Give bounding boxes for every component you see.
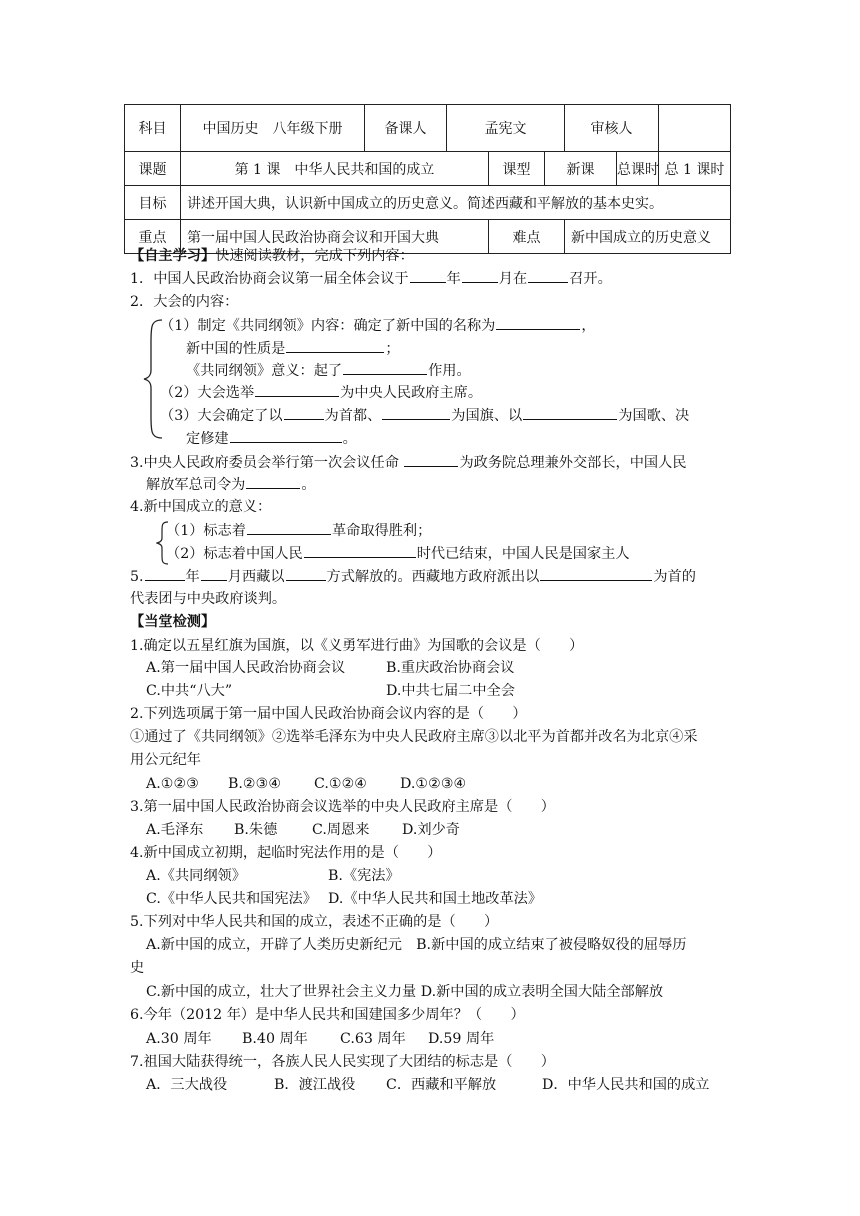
subject-label: 科目 xyxy=(125,105,181,152)
self-study-heading: 【自主学习】快速阅读教材，完成下列内容： xyxy=(130,248,414,264)
fill-in-blank[interactable] xyxy=(523,405,617,420)
question-2-3a: （3）大会确定了以 为首都、 为国旗、以 为国歌、决 xyxy=(160,405,770,426)
fill-in-blank[interactable] xyxy=(255,382,339,397)
difficult-value: 新中国成立的历史意义 xyxy=(565,220,731,254)
test-heading: 【当堂检测】 xyxy=(130,614,216,630)
question-4-2: （2）标志着中国人民 时代已结束，中国人民是国家主人 xyxy=(166,543,776,564)
test-5-options-a-cont: 史 xyxy=(130,960,145,976)
type-value: 新课 xyxy=(545,152,617,186)
preparer-value: 孟宪文 xyxy=(447,105,565,152)
test-2-options: A.①②③ B.②③④ C.①②④ D.①②③④ xyxy=(146,776,467,792)
test-4-options-b: C.《中华人民共和国宪法》 D.《中华人民共和国土地改革法》 xyxy=(146,891,543,907)
question-5b: 代表团与中央政府谈判。 xyxy=(130,591,287,607)
fill-in-blank[interactable] xyxy=(528,268,568,283)
test-5-options-b: C.新中国的成立，壮大了世界社会主义力量 D.新中国的成立表明全国大陆全部解放 xyxy=(146,984,664,1000)
question-2: 2．大会的内容： xyxy=(130,294,239,310)
test-1-stem: 1.确定以五星红旗为国旗，以《义勇军进行曲》为国歌的会议是（ ） xyxy=(130,638,584,654)
fill-in-blank[interactable] xyxy=(382,405,450,420)
topic-label: 课题 xyxy=(125,152,181,186)
test-6-stem: 6.今年（2012 年）是中华人民共和国建国多少周年？（ ） xyxy=(130,1007,525,1023)
type-label: 课型 xyxy=(489,152,545,186)
test-1-options-a: A.第一届中国人民政治协商会议 B.重庆政治协商会议 xyxy=(146,660,515,676)
test-2-extra-1: ①通过了《共同纲领》②选举毛泽东为中央人民政府主席③以北平为首都并改名为北京④采 xyxy=(130,729,698,745)
lesson-info-table xyxy=(124,104,731,254)
question-2-2: （2）大会选举 为中央人民政府主席。 xyxy=(160,382,770,403)
test-3-options: A.毛泽东 B.朱德 C.周恩来 D.刘少奇 xyxy=(146,822,460,838)
test-2-extra-2: 用公元纪年 xyxy=(130,752,201,768)
key-value: 第一届中国人民政治协商会议和开国大典 xyxy=(181,220,489,254)
test-7-stem: 7.祖国大陆获得统一，各族人民人民实现了大团结的标志是（ ） xyxy=(130,1054,555,1070)
preparer-label: 备课人 xyxy=(365,105,447,152)
reviewer-value xyxy=(659,105,731,152)
total-label: 总课时 xyxy=(617,152,659,186)
difficult-label: 难点 xyxy=(489,220,565,254)
question-3a: 3.中央人民政府委员会举行第一次会议任命 为政务院总理兼外交部长，中国人民 xyxy=(130,452,740,473)
reviewer-label: 审核人 xyxy=(565,105,659,152)
fill-in-blank[interactable] xyxy=(462,268,498,283)
goal-value: 讲述开国大典，认识新中国成立的历史意义。简述西藏和平解放的基本史实。 xyxy=(181,186,731,220)
test-4-options-a: A.《共同纲领》 B.《宪法》 xyxy=(146,868,400,884)
goal-label: 目标 xyxy=(125,186,181,220)
question-1: 1．中国人民政治协商会议第一届全体会议于 年 月在 召开。 xyxy=(130,268,740,289)
test-5-options-a: A.新中国的成立，开辟了人类历史新纪元 B.新中国的成立结束了被侵略奴役的屈辱历 xyxy=(146,937,687,953)
fill-in-blank[interactable] xyxy=(145,566,185,581)
test-1-options-b: C.中共“八大” D.中共七届二中全会 xyxy=(146,683,515,699)
fill-in-blank[interactable] xyxy=(286,566,326,581)
fill-in-blank[interactable] xyxy=(404,452,458,467)
test-6-options: A.30 周年 B.40 周年 C.63 周年 D.59 周年 xyxy=(146,1031,495,1047)
test-7-options: A．三大战役 B．渡江战役 C．西藏和平解放 D．中华人民共和国的成立 xyxy=(146,1077,710,1093)
question-4: 4.新中国成立的意义： xyxy=(130,499,272,515)
fill-in-blank[interactable] xyxy=(246,474,300,489)
question-2-1c: 《共同纲领》意义：起了 作用。 xyxy=(186,360,796,381)
question-2-3b: 定修建 。 xyxy=(186,428,796,449)
test-5-stem: 5.下列对中华人民共和国的成立，表述不正确的是（ ） xyxy=(130,914,499,930)
key-label: 重点 xyxy=(125,220,181,254)
question-4-1: （1）标志着 革命取得胜利； xyxy=(166,520,776,541)
fill-in-blank[interactable] xyxy=(304,543,416,558)
fill-in-blank[interactable] xyxy=(201,566,227,581)
fill-in-blank[interactable] xyxy=(496,315,580,330)
fill-in-blank[interactable] xyxy=(230,428,342,443)
test-2-stem: 2.下列选项属于第一届中国人民政治协商会议内容的是（ ） xyxy=(130,706,527,722)
test-4-stem: 4.新中国成立初期，起临时宪法作用的是（ ） xyxy=(130,845,442,861)
fill-in-blank[interactable] xyxy=(286,338,384,353)
fill-in-blank[interactable] xyxy=(247,520,331,535)
question-5a: 5. 年 月西藏以 方式解放的。西藏地方政府派出以 为首的 xyxy=(130,566,740,587)
fill-in-blank[interactable] xyxy=(284,405,324,420)
total-value: 总 1 课时 xyxy=(659,152,731,186)
subject-value: 中国历史 八年级下册 xyxy=(181,105,365,152)
question-3b: 解放军总司令为 。 xyxy=(146,474,756,495)
topic-value: 第 1 课 中华人民共和国的成立 xyxy=(181,152,489,186)
fill-in-blank[interactable] xyxy=(410,268,446,283)
fill-in-blank[interactable] xyxy=(343,360,427,375)
question-2-1a: （1）制定《共同纲领》内容：确定了新中国的名称为 ， xyxy=(160,315,770,336)
question-2-1b: 新中国的性质是 ； xyxy=(186,338,796,359)
fill-in-blank[interactable] xyxy=(540,566,652,581)
test-3-stem: 3.第一届中国人民政治协商会议选举的中央人民政府主席是（ ） xyxy=(130,799,555,815)
